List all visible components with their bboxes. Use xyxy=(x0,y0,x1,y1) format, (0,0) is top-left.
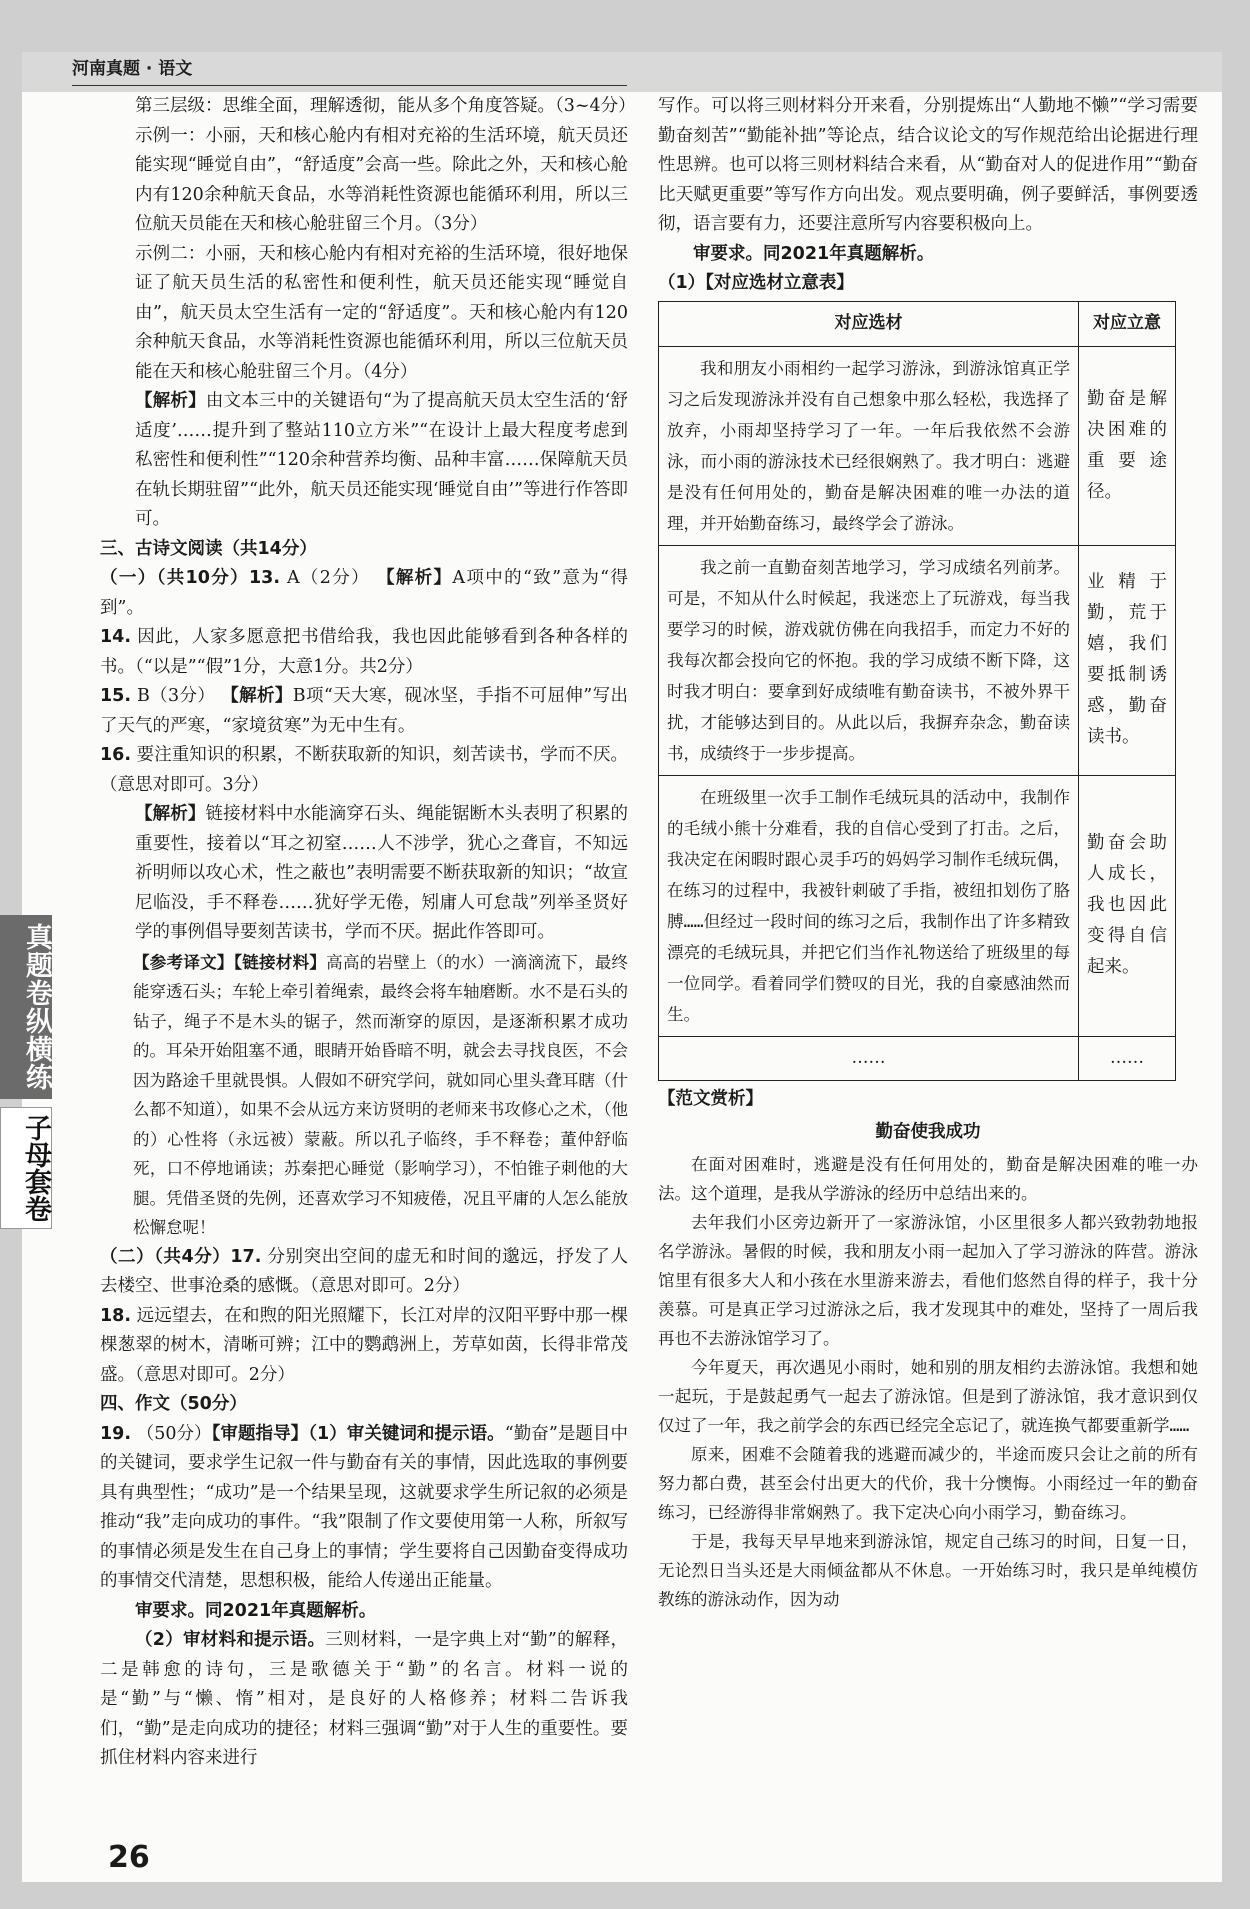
header-title: 河南真题 · 语文 xyxy=(72,59,193,79)
q14-answer: 因此，人家多愿意把书借给我，我也因此能够看到各种各样的书。（“以是”“假”1分，大意1分。共2分） xyxy=(100,627,628,677)
left-review-req-text: 审要求。同2021年真题解析。 xyxy=(135,1600,377,1621)
sub2 xyxy=(100,1626,628,1774)
essay-title: 勤奋使我成功 xyxy=(875,1122,981,1142)
q13-analysis: A项中的“致”意为“得到”。 xyxy=(100,568,628,618)
q16-num: 16. xyxy=(100,745,132,765)
right-review-req xyxy=(658,240,1198,270)
q15-tag: 【解析】 xyxy=(221,686,293,706)
section-3-heading: 三、古诗文阅读（共14分） xyxy=(100,538,317,559)
translation-block xyxy=(100,948,628,1243)
q16 xyxy=(100,741,628,800)
q17 xyxy=(100,1243,628,1302)
q18 xyxy=(100,1302,628,1391)
q16-analysis-block xyxy=(100,800,628,948)
q15-num: 15. xyxy=(100,686,132,706)
top-bar xyxy=(22,52,1222,92)
q15-answer: B（3分） xyxy=(136,686,216,706)
side-tab-series: 真题卷纵横练 xyxy=(0,915,52,1099)
table-row xyxy=(659,775,1176,1036)
table-row xyxy=(659,545,1176,775)
table-header-idea: 对应立意 xyxy=(1079,301,1176,346)
table-cell-idea: 勤奋是解决困难的重要途径。 xyxy=(1079,346,1176,545)
q16-answer: 要注重知识的积累，不断获取新的知识，刻苦读书，学而不厌。（意思对即可。3分） xyxy=(100,745,628,795)
table-header-material: 对应选材 xyxy=(659,301,1079,346)
table-row xyxy=(659,346,1176,545)
q19-num: 19. xyxy=(100,1423,132,1444)
q16-analysis: 链接材料中水能滴穿石头、绳能锯断木头表明了积累的重要性，接着以“耳之初窒……人不涉学，犹心之聋盲，不知远祈明师以攻心术，性之蔽也”表明需要不断获取新的知识；“故宣尼临没，手不释卷……犹好学无倦，矧庸人可怠哉”列举圣贤好学的事例倡导要刻苦读书，学而不厌。据此作答即可。 xyxy=(135,804,629,942)
essay-paragraph: 原来，困难不会随着我的逃避而减少的，半途而废只会让之前的所有努力都白费，甚至会付出更大的代价，我十分懊悔。小雨经过一年的勤奋练习，已经游得非常娴熟了。我下定决心向小雨学习，勤奋练习。 xyxy=(658,1444,1198,1522)
q13 xyxy=(100,564,628,623)
table-row xyxy=(659,1036,1176,1080)
selection-table xyxy=(658,301,1176,1081)
q13-tag: 【解析】 xyxy=(376,568,453,588)
essay-paragraph: 去年我们小区旁边新开了一家游泳馆，小区里很多人都兴致勃勃地报名学游泳。暑假的时候，我和朋友小雨一起加入了学习游泳的阵营。游泳馆里有很多大人和小孩在水里游来游去，看他们悠然自得的样子，我十分羡慕。可是真正学习过游泳之后，我才发现其中的难处，坚持了一周后我再也不去游泳馆学习了。 xyxy=(658,1212,1198,1348)
page-number: 26 xyxy=(108,1840,150,1875)
left-column xyxy=(100,92,636,1774)
example-one: 示例一：小丽，天和核心舱内有相对充裕的生活环境，航天员还能实现“睡觉自由”，“舒适度”会高一些。除此之外，天和核心舱内有120余种航天食品，水等消耗性资源也能循环利用，所以三位航天员能在天和核心舱驻留三个月。（3分） xyxy=(135,125,628,234)
q13-head: （一）（共10分）13. xyxy=(100,568,280,588)
translation-text: 高高的岩壁上（的水）一滴滴流下，最终能穿透石头；车轮上牵引着绳索，最终会将车轴磨断。水不是石头的钻子，绳子不是木头的锯子，然而渐穿的原因，是逐渐积累才成功的。耳朵开始阻塞不通，眼睛开始昏暗不明，就会去寻找良医，不会因为路途千里就畏惧。人假如不研究学问，就如同心里头聋耳瞎（什么都不知道），如果不会从远方来访贤明的老师来书攻修心之术，（他的）心性将（永远被）蒙蔽。所以孔子临终，手不释卷；董仲舒临死，口不停地诵读；苏秦把心睡觉（影响学习），不怕锥子刺他的大腿。凭借圣贤的先例，还喜欢学习不知疲倦，况且平庸的人怎么能放松懈怠呢！ xyxy=(133,952,629,1237)
q13-answer: A（2分） xyxy=(286,568,371,588)
table-cell-idea: 业精于勤，荒于嬉，我们要抵制诱惑，勤奋读书。 xyxy=(1079,545,1176,775)
essay-paragraph: 今年夏天，再次遇见小雨时，她和别的朋友相约去游泳馆。我想和她一起玩，于是鼓起勇气一起去了游泳馆。但是到了游泳馆，我才意识到仅仅过了一年，我之前学会的东西已经完全忘记了，就连换气都要重新学…… xyxy=(658,1357,1198,1435)
right-column xyxy=(658,92,1198,1614)
analysis-tag: 【解析】 xyxy=(135,391,206,411)
q14-num: 14. xyxy=(100,627,132,647)
q18-num: 18. xyxy=(100,1305,132,1326)
essay-tag: 【范文赏析】 xyxy=(658,1088,763,1109)
table-cell-material: 在班级里一次手工制作毛绒玩具的活动中，我制作的毛绒小熊十分难看，我的自信心受到了打击。之后，我决定在闲暇时跟心灵手巧的妈妈学习制作毛绒玩偶，在练习的过程中，我被针刺破了手指，被纽扣划伤了胳膊……但经过一段时间的练习之后，我制作出了许多精致漂亮的毛绒玩具，并把它们当作礼物送给了班级里的每一位同学。看着同学们赞叹的目光，我的自豪感油然而生。 xyxy=(659,775,1079,1036)
table-cell-material: 我之前一直勤奋刻苦地学习，学习成绩名列前茅。可是，不知从什么时候起，我迷恋上了玩游戏，每当我要学习的时候，游戏就仿佛在向我招手，而定力不好的我每次都会投向它的怀抱。我的学习成绩不断下降，这时我才明白：要拿到好成绩唯有勤奋读书，不被外界干扰，才能够达到目的。从此以后，我摒弃杂念，勤奋读书，成绩终于一步步提高。 xyxy=(659,545,1079,775)
q19-pre: （50分） xyxy=(136,1423,212,1444)
table-label: （1）【对应选材立意表】 xyxy=(658,273,854,293)
table-cell-idea: 勤奋会助人成长，我也因此变得自信起来。 xyxy=(1079,775,1176,1036)
sub2-text: 三则材料，一是字典上对“勤”的解释，二是韩愈的诗句，三是歌德关于“勤”的名言。材料一说的是“勤”与“懒、惰”相对，是良好的人格修养；材料二告诉我们，“勤”是走向成功的捷径；材料三强调“勤”对于人生的重要性。要抓住材料内容来进行 xyxy=(100,1630,628,1768)
q15 xyxy=(100,682,628,741)
right-continuation: 写作。可以将三则材料分开来看，分别提炼出“人勤地不懒”“学习需要勤奋刻苦”“勤能补拙”等论点，结合议论文的写作规范给出论据进行理性思辨。也可以将三则材料结合来看，从“勤奋对人的促进作用”“勤奋比天赋更重要”等写作方向出发。观点要明确，例子要鲜活，事例要透彻，语言要有力，还要注意所写内容要积极向上。 xyxy=(658,96,1198,234)
essay-paragraph: 于是，我每天早早地来到游泳馆，规定自己练习的时间，日复一日，无论烈日当头还是大雨倾盆都从不休息。一开始练习时，我只是单纯模仿教练的游泳动作，因为动 xyxy=(658,1531,1198,1609)
q15-analysis: B项“天大寒，砚冰坚，手指不可屈伸”写出了天气的严寒，“家境贫寒”为无中生有。 xyxy=(100,686,628,736)
q16-tag: 【解析】 xyxy=(135,804,206,824)
side-tab-set: 子母套卷 xyxy=(0,1107,52,1229)
q17-answer: 分别突出空间的虚无和时间的邈远，抒发了人去楼空、世事沧桑的感慨。（意思对即可。2分） xyxy=(100,1246,628,1296)
translation-tag: 【参考译文】【链接材料】 xyxy=(133,952,327,972)
analysis xyxy=(100,387,628,535)
q19-guidance: “勤奋”是题目中的关键词，要求学生记叙一件与勤奋有关的事情，因此选取的事例要具有典型性；“成功”是一个结果呈现，这就要求学生所记叙的必须是推动“我”走向成功的事件。“我”限制了作文要使用第一人称，所叙写的事情必须是发生在自己身上的事情；学生要将自己因勤奋变得成功的事情交代清楚，思想积极，能给人传递出正能量。 xyxy=(100,1423,628,1591)
section-4-heading: 四、作文（50分） xyxy=(100,1394,247,1414)
q14 xyxy=(100,623,628,682)
q18-answer: 远远望去，在和煦的阳光照耀下，长江对岸的汉阳平野中那一棵棵葱翠的树木，清晰可辨；江中的鹦鹉洲上，芳草如茵，长得非常茂盛。（意思对即可。2分） xyxy=(100,1305,628,1385)
sub2-label: （2）审材料和提示语。 xyxy=(135,1630,326,1650)
left-review-req xyxy=(100,1597,628,1627)
essay-paragraph: 在面对困难时，逃避是没有任何用处的，勤奋是解决困难的唯一办法。这个道理，是我从学游泳的经历中总结出来的。 xyxy=(658,1154,1198,1203)
example-two: 示例二：小丽，天和核心舱内有相对充裕的生活环境，很好地保证了航天员生活的私密性和便利性，航天员还能实现“睡觉自由”，航天员太空生活有一定的“舒适度”。天和核心舱内有120余种航天食品，水等消耗性资源也能循环利用，所以三位航天员能在天和核心舱驻留三个月。（4分） xyxy=(135,243,628,382)
q19 xyxy=(100,1420,628,1597)
essay-body xyxy=(658,1150,1198,1614)
q19-tag: 【审题指导】 xyxy=(211,1423,309,1444)
analysis-text: 由文本三中的关键语句“为了提高航天员太空生活的‘舒适度’……提升到了整站110立方米”“在设计上最大程度考虑到私密性和便利性”“120余种营养均衡、品种丰富……保障航天员在轨长期驻留”“此外，航天员还能实现‘睡觉自由’”等进行作答即可。 xyxy=(135,391,628,529)
q17-head: （二）（共4分）17. xyxy=(100,1246,262,1267)
table-header-row xyxy=(659,301,1176,346)
right-review-req-text: 审要求。同2021年真题解析。 xyxy=(693,243,935,264)
level3-text: 第三层级：思维全面，理解透彻，能从多个角度答疑。（3~4分） xyxy=(135,96,636,116)
table-cell-material: 我和朋友小雨相约一起学习游泳，到游泳馆真正学习之后发现游泳并没有自己想象中那么轻松，我选择了放弃，小雨却坚持学习了一年。一年后我依然不会游泳，而小雨的游泳技术已经很娴熟了。我才明白：逃避是没有任何用处的，勤奋是解决困难的唯一办法的道理，并开始勤奋练习，最终学会了游泳。 xyxy=(659,346,1079,545)
table-cell-idea: …… xyxy=(1079,1036,1176,1080)
header-rule xyxy=(72,85,627,86)
table-cell-material: …… xyxy=(659,1036,1079,1080)
q19-sub1: （1）审关键词和提示语。 xyxy=(308,1423,505,1444)
